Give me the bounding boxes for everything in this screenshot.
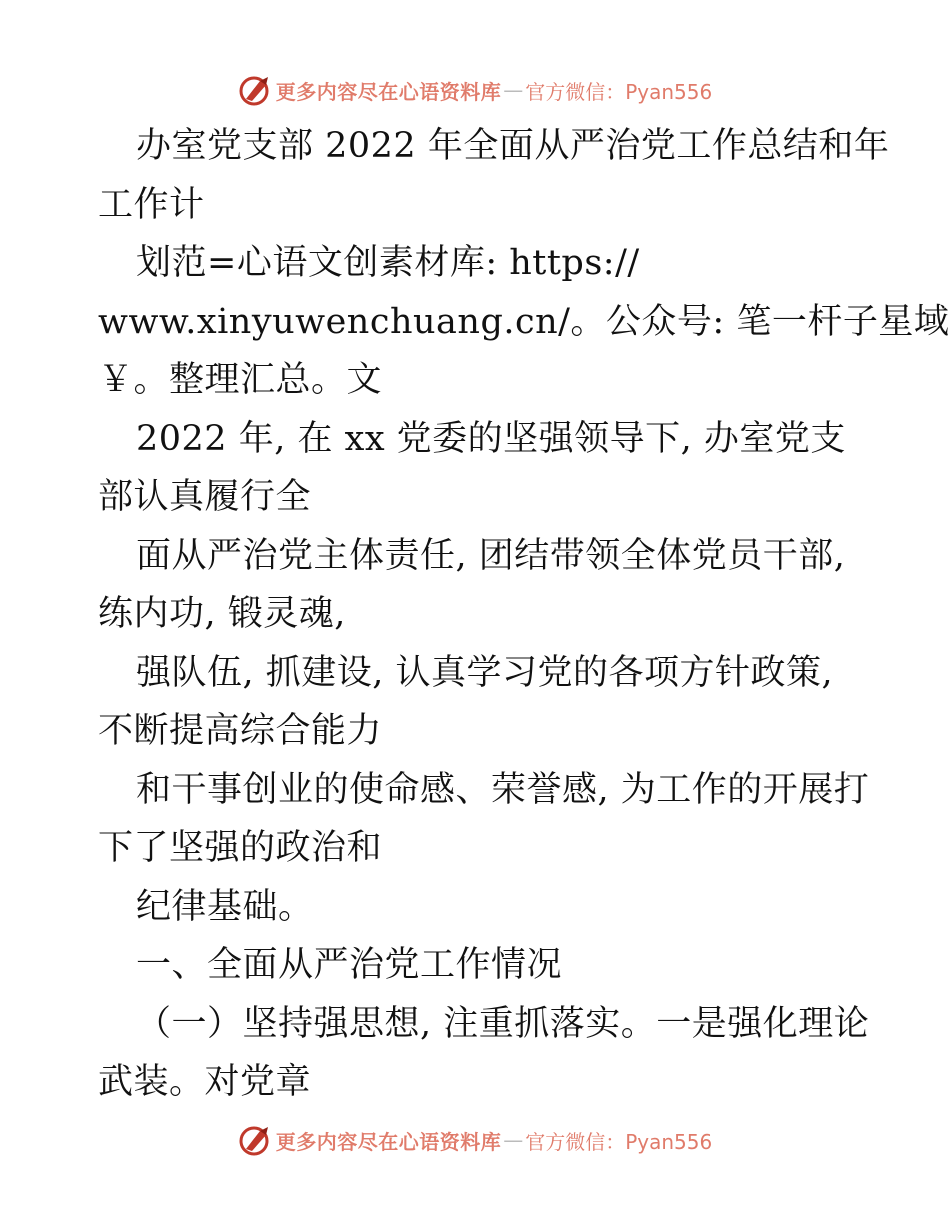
text-line: 不断提高综合能力: [98, 711, 383, 751]
text-line: 划范=心语文创素材库: https://: [136, 243, 640, 283]
watermark-contact: 官方微信：Pyan556: [525, 1129, 713, 1154]
text-line: 和干事创业的使命感、荣誉感, 为工作的开展打: [136, 769, 870, 810]
watermark-separator: —: [503, 78, 524, 102]
text-line: 下了坚强的政治和: [98, 828, 383, 868]
pen-nib-circle-icon: [238, 73, 272, 107]
text-line: 面从严治党主体责任, 团结带领全体党员干部,: [136, 535, 846, 576]
watermark-brand: 更多内容尽在心语资料库: [275, 1129, 502, 1154]
section-heading: 一、全面从严治党工作情况: [136, 945, 563, 985]
text-line: 2022 年, 在 xx 党委的坚强领导下, 办室党支: [136, 418, 846, 459]
watermark-banner-top: [0, 70, 950, 110]
watermark-separator: —: [503, 1128, 524, 1152]
watermark-contact: 官方微信：Pyan556: [525, 79, 713, 104]
text-line: ￥。整理汇总。文: [98, 360, 383, 400]
watermark-brand: 更多内容尽在心语资料库: [275, 79, 502, 104]
text-line: 武装。对党章: [98, 1062, 312, 1102]
text-line: 部认真履行全: [98, 477, 312, 517]
text-line: 纪律基础。: [136, 886, 314, 927]
pen-nib-circle-icon: [238, 1123, 272, 1157]
text-line: 练内功, 锻灵魂,: [98, 594, 346, 634]
watermark-banner-bottom: [0, 1120, 950, 1160]
text-line: （一）坚持强思想, 注重抓落实。一是强化理论: [136, 1003, 870, 1044]
text-line: 强队伍, 抓建设, 认真学习党的各项方针政策,: [136, 652, 834, 693]
document-body: [98, 117, 950, 1112]
text-line: www.xinyuwenchuang.cn/。公众号: 笔一杆子星域: [98, 301, 950, 342]
title-line-1: 办室党支部 2022 年全面从严治党工作总结和年: [136, 126, 890, 166]
title-line-2: 工作计: [98, 184, 205, 225]
